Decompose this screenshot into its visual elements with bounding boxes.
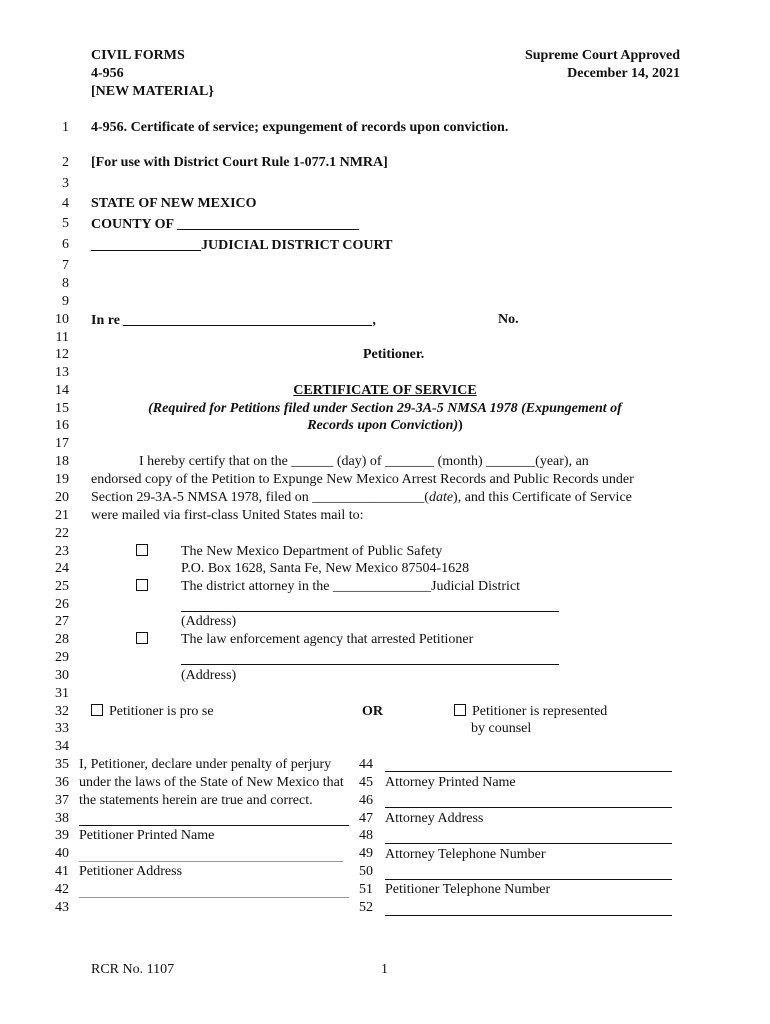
- line-number: 27: [55, 614, 69, 629]
- cert-title: CERTIFICATE OF SERVICE: [293, 383, 477, 398]
- body-line-2: endorsed copy of the Petition to Expunge New Mexico Arrest Records and Public Records under: [91, 472, 634, 487]
- line-number: 17: [55, 436, 69, 451]
- attorney-address-rule[interactable]: [385, 843, 672, 844]
- petitioner-signature-rule[interactable]: [79, 825, 349, 826]
- line-number: 24: [55, 561, 69, 576]
- district-line: [91, 236, 392, 255]
- dps-line-2: P.O. Box 1628, Santa Fe, New Mexico 87504-1628: [181, 561, 470, 576]
- in-re-label: In re: [91, 313, 120, 328]
- county-line: [91, 215, 359, 234]
- line-number: 33: [55, 721, 69, 736]
- petitioner-phone-rule[interactable]: [385, 915, 672, 916]
- line-number: 36: [55, 775, 69, 790]
- state-label: STATE OF NEW MEXICO: [91, 196, 257, 211]
- line-number: 11: [55, 330, 69, 345]
- line-number: 50: [359, 864, 373, 879]
- petitioner-address-rule[interactable]: [79, 897, 349, 898]
- declaration-line-1: I, Petitioner, declare under penalty of perjury: [79, 757, 332, 772]
- line-number: 49: [359, 846, 373, 861]
- checkbox-dps[interactable]: [136, 543, 154, 561]
- line-number: 19: [55, 472, 69, 487]
- line-number: 34: [55, 739, 69, 754]
- line-number: 23: [55, 544, 69, 559]
- petitioner-name-rule[interactable]: [79, 861, 343, 862]
- line-number: 14: [55, 383, 69, 398]
- line-number: 30: [55, 668, 69, 683]
- da-address-rule[interactable]: [181, 611, 559, 612]
- header-right-2: December 14, 2021: [567, 66, 680, 81]
- line-number: 2: [62, 155, 69, 170]
- line-number: 8: [62, 276, 69, 291]
- line-number: 46: [359, 793, 373, 808]
- line-number: 51: [359, 882, 373, 897]
- line-number: 35: [55, 757, 69, 772]
- line-number: 4: [62, 196, 69, 211]
- body-line-1: I hereby certify that on the ______ (day) of _______ (month) _______(year), an: [139, 454, 589, 469]
- district-blank[interactable]: [91, 236, 201, 251]
- body-line-3-a: Section 29-3A-5 NMSA 1978, filed on ________________(: [91, 490, 429, 505]
- line-number: 37: [55, 793, 69, 808]
- form-title: 4-956. Certificate of service; expungement of records upon conviction.: [91, 120, 509, 135]
- line-number: 9: [62, 294, 69, 309]
- counsel-option[interactable]: [454, 703, 607, 721]
- da-line: The district attorney in the ______________Judicial District: [181, 579, 521, 594]
- attorney-address-label: Attorney Address: [385, 811, 484, 826]
- counsel-label-2: by counsel: [471, 721, 532, 736]
- county-blank[interactable]: [177, 215, 359, 230]
- line-number: 13: [55, 365, 69, 380]
- line-number: 20: [55, 490, 69, 505]
- le-line: The law enforcement agency that arrested Petitioner: [181, 632, 474, 647]
- attorney-signature-rule[interactable]: [385, 771, 672, 772]
- line-number: 31: [55, 686, 69, 701]
- checkbox-icon[interactable]: [136, 544, 148, 556]
- in-re-comma: ,: [372, 313, 376, 328]
- header-left-3: [NEW MATERIAL}: [91, 84, 214, 99]
- body-line-4: were mailed via first-class United States mail to:: [91, 508, 364, 523]
- attorney-printed-name-label: Attorney Printed Name: [385, 775, 516, 790]
- line-number: 15: [55, 401, 69, 416]
- checkbox-le[interactable]: [136, 631, 154, 649]
- attorney-phone-rule[interactable]: [385, 879, 672, 880]
- body-date-label: date: [428, 490, 454, 505]
- declaration-line-2: under the laws of the State of New Mexico that: [79, 775, 344, 790]
- district-court-label: JUDICIAL DISTRICT COURT: [201, 238, 393, 253]
- le-address-label: (Address): [181, 668, 237, 683]
- checkbox-da[interactable]: [136, 578, 154, 596]
- line-number: 25: [55, 579, 69, 594]
- line-number: 29: [55, 650, 69, 665]
- header-left-1: CIVIL FORMS: [91, 48, 185, 63]
- pro-se-label: Petitioner is pro se: [109, 704, 214, 719]
- cert-subtitle-close: ): [458, 418, 463, 433]
- in-re-line: [91, 311, 376, 330]
- cert-subtitle-1: (Required for Petitions filed under Section 29-3A-5 NMSA 1978 (Expungement of: [148, 401, 622, 416]
- checkbox-icon[interactable]: [91, 704, 103, 716]
- line-number: 5: [62, 216, 69, 231]
- petitioner-printed-name-label: Petitioner Printed Name: [79, 828, 215, 843]
- line-number: 3: [62, 176, 69, 191]
- or-label: OR: [362, 704, 383, 719]
- line-number: 18: [55, 454, 69, 469]
- cert-subtitle-2: Records upon Conviction): [307, 418, 459, 433]
- da-address-label: (Address): [181, 614, 237, 629]
- line-number: 28: [55, 632, 69, 647]
- rcr-number: RCR No. 1107: [91, 962, 175, 977]
- body-line-3: [91, 489, 632, 507]
- checkbox-icon[interactable]: [136, 632, 148, 644]
- case-no-label: No.: [498, 312, 519, 327]
- line-number: 45: [359, 775, 373, 790]
- le-address-rule[interactable]: [181, 664, 559, 665]
- line-number: 42: [55, 882, 69, 897]
- dps-line-1: The New Mexico Department of Public Safety: [181, 544, 443, 559]
- checkbox-icon[interactable]: [454, 704, 466, 716]
- line-number: 44: [359, 757, 373, 772]
- line-number: 7: [62, 258, 69, 273]
- attorney-phone-label: Attorney Telephone Number: [385, 847, 546, 862]
- header-right-1: Supreme Court Approved: [524, 48, 680, 63]
- line-number: 32: [55, 704, 69, 719]
- line-number: 52: [359, 900, 373, 915]
- line-number: 48: [359, 828, 373, 843]
- line-number: 47: [359, 811, 373, 826]
- line-number: 39: [55, 828, 69, 843]
- line-number: 26: [55, 597, 69, 612]
- body-line-3-b: ), and this Certificate of Service: [453, 490, 632, 505]
- use-note: [For use with District Court Rule 1-077.1 NMRA]: [91, 155, 388, 170]
- county-label: COUNTY OF: [91, 217, 174, 232]
- petitioner-address-label: Petitioner Address: [79, 864, 183, 879]
- checkbox-icon[interactable]: [136, 579, 148, 591]
- in-re-blank[interactable]: [123, 311, 372, 326]
- line-number: 41: [55, 864, 69, 879]
- pro-se-option[interactable]: [91, 703, 214, 721]
- line-number: 43: [55, 900, 69, 915]
- line-number: 12: [55, 347, 69, 362]
- header-left-2: 4-956: [91, 66, 124, 81]
- line-number: 6: [62, 237, 69, 252]
- line-number: 22: [55, 526, 69, 541]
- declaration-line-3: the statements herein are true and correct.: [79, 793, 313, 808]
- line-number: 40: [55, 846, 69, 861]
- petitioner-phone-label: Petitioner Telephone Number: [385, 882, 551, 897]
- page-number: 1: [381, 962, 388, 977]
- cert-subtitle-2-wrap: [0, 417, 770, 435]
- attorney-name-rule[interactable]: [385, 807, 672, 808]
- line-number: 38: [55, 811, 69, 826]
- line-number: 16: [55, 418, 69, 433]
- line-number: 10: [55, 312, 69, 327]
- line-number: 1: [62, 120, 69, 135]
- line-number: 21: [55, 508, 69, 523]
- petitioner-label: Petitioner.: [363, 347, 425, 362]
- counsel-label-1: Petitioner is represented: [472, 704, 608, 719]
